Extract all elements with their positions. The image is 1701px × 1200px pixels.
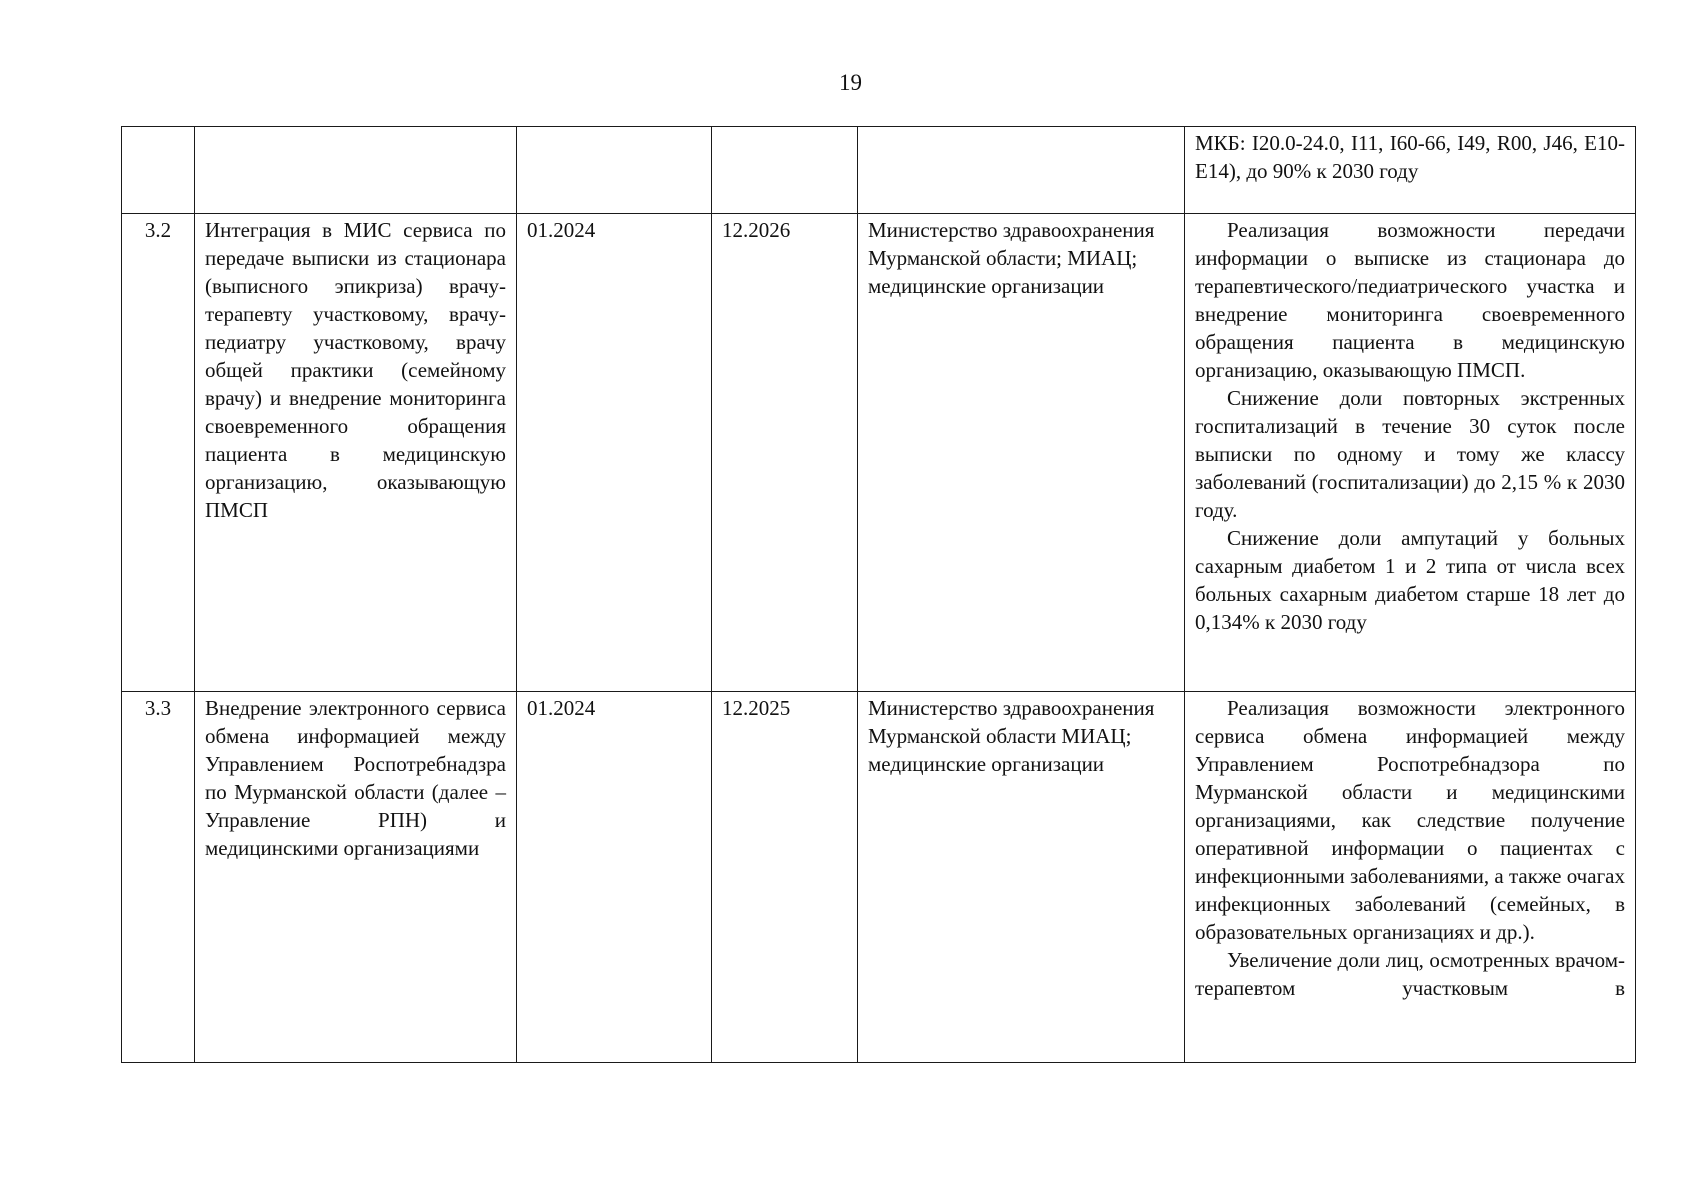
plan-table [121,126,1636,1063]
responsible-cell: Министерство здравоохранения Мурманской области; МИАЦ; медицинские организации [858,214,1185,692]
result-paragraph: Реализация возможности передачи информации о выписке из стационара до терапевтического/педиатрического участка и внедрение мониторинга своевременного обращения пациента в медицинскую организацию, оказывающую ПМСП. [1195,218,1625,382]
result-paragraph: Снижение доли ампутаций у больных сахарным диабетом 1 и 2 типа от числа всех больных сахарным диабетом старше 18 лет до 0,134% к 2030 году [1195,526,1625,634]
end-date-cell: 12.2025 [712,692,858,1063]
start-date-cell [517,127,712,214]
result-cell [1185,692,1636,1063]
end-date-cell [712,127,858,214]
result-cell [1185,214,1636,692]
responsible-cell: Министерство здравоохранения Мурманской области МИАЦ; медицинские организации [858,692,1185,1063]
page-number: 19 [839,70,862,95]
end-date-cell: 12.2026 [712,214,858,692]
table-row [122,692,1636,1063]
event-cell: Интеграция в МИС сервиса по передаче выписки из стационара (выписного эпикриза) врачу-терапевту участковому, врачу-педиатру участковому, врачу общей практики (семейному врачу) и внедрение мониторинга своевременного обращения пациента в медицинскую организацию, оказывающую ПМСП [195,214,517,692]
result-cell [1185,127,1636,214]
event-cell [195,127,517,214]
row-number-cell [122,127,195,214]
start-date-cell: 01.2024 [517,214,712,692]
result-paragraph: МКБ: I20.0-24.0, I11, I60-66, I49, R00, J46, E10-E14), до 90% к 2030 году [1195,131,1625,183]
result-paragraph: Увеличение доли лиц, осмотренных врачом-терапевтом участковым в [1195,948,1625,1000]
row-number-cell: 3.2 [122,214,195,692]
table-row [122,214,1636,692]
event-cell: Внедрение электронного сервиса обмена информацией между Управлением Роспотребнадзра по Мурманской области (далее – Управление РПН) и медицинскими организациями [195,692,517,1063]
row-number-cell: 3.3 [122,692,195,1063]
start-date-cell: 01.2024 [517,692,712,1063]
result-paragraph: Снижение доли повторных экстренных госпитализаций в течение 30 суток после выписки по одному и тому же классу заболеваний (госпитализации) до 2,15 % к 2030 году. [1195,386,1625,522]
responsible-cell [858,127,1185,214]
table-row [122,127,1636,214]
result-paragraph: Реализация возможности электронного сервиса обмена информацией между Управлением Роспотребнадзора по Мурманской области и медицинскими организациями, как следствие получение оперативной информации о пациентах с инфекционными заболеваниями, а также очагах инфекционных заболеваний (семейных, в образовательных организациях и др.). [1195,696,1625,944]
